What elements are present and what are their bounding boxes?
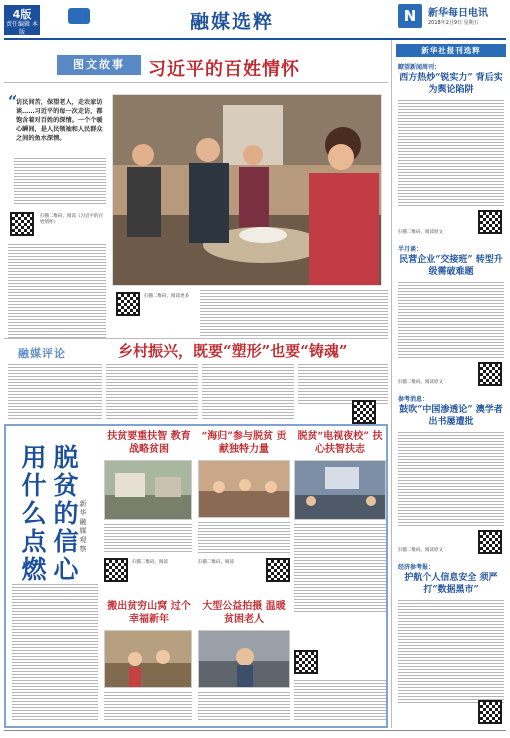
- feature-card-text: [198, 522, 290, 554]
- qr-code-icon[interactable]: [478, 362, 502, 386]
- qr-code-icon[interactable]: [266, 558, 290, 582]
- feature-card-photo: [104, 630, 192, 688]
- main-photo: [112, 94, 382, 286]
- digest-text: [398, 600, 504, 704]
- feature-card-title: “海归”参与脱贫 贡献独特力量: [201, 431, 287, 455]
- page-number-badge: [4, 5, 40, 35]
- commentary-col-3: [202, 364, 294, 420]
- commentary-tag: 融媒评论: [18, 347, 66, 360]
- feature-card-photo: [294, 460, 386, 520]
- qr-code-icon[interactable]: [352, 400, 376, 424]
- digest-qr-caption: 扫描二维码，阅读原文: [398, 380, 443, 385]
- feature-intro-text: [12, 584, 98, 720]
- feature-card-text: [104, 524, 192, 554]
- page-header: [0, 0, 510, 46]
- divider: [4, 338, 388, 339]
- qr-code-icon[interactable]: [294, 650, 318, 674]
- digest-headline: 民营企业“交接班” 转型升级需破难题: [399, 255, 503, 277]
- digest-headline: 西方热炒“锐实力” 背后实为舆论陷阱: [399, 73, 503, 95]
- digest-qr-caption: 扫描二维码，阅读原文: [398, 230, 443, 235]
- feature-card-photo: [104, 460, 192, 520]
- digest-qr-caption: 扫描二维码，阅读原文: [398, 548, 443, 553]
- feature-card-title: 搬出贫穷山窝 过个幸福新年: [107, 601, 191, 625]
- feature-card-title: 扶贫要重扶智 教育战略贫困: [107, 431, 191, 455]
- qr-code-icon[interactable]: [478, 210, 502, 234]
- qr-caption: 扫描二维码，阅读《习近平的百姓情怀》: [40, 214, 103, 225]
- qr-code-icon[interactable]: [478, 530, 502, 554]
- paper-name: 新华每日电讯: [428, 8, 488, 19]
- main-headline: 习近平的百姓情怀: [148, 59, 300, 80]
- digest-source: 瞭望新闻周刊：: [398, 64, 441, 71]
- digest-headline: 鼓吹“中国渗透论” 澳学者出书屡遭批: [399, 405, 503, 427]
- edition-label: 责任编辑 本版: [6, 21, 38, 36]
- photo-caption-text: [200, 290, 388, 338]
- feature-card-caption: 扫描二维码，阅读: [198, 560, 234, 565]
- feature-card-title: 脱贫“电视夜校” 扶心扶智扶志: [297, 431, 383, 455]
- digest-headline: 护航个人信息安全 须严打“数据黑市”: [404, 573, 498, 595]
- digest-source: 半月谈：: [398, 246, 423, 253]
- issue-date: 2018年2月9日 星期五: [428, 20, 479, 26]
- feature-card-photo: [198, 460, 290, 518]
- page-footer-rule: [4, 730, 506, 731]
- feature-card-text: [104, 692, 192, 722]
- digest-text: [398, 100, 504, 206]
- digest-source: 参考消息：: [398, 396, 429, 403]
- commentary-col-1: [8, 364, 102, 420]
- story-body-text: [8, 244, 106, 338]
- digest-banner: 新华社报刊选粹: [396, 44, 506, 57]
- feature-card-caption: 扫描二维码，阅读: [132, 560, 168, 565]
- feature-card-text: [198, 692, 290, 722]
- lead-body-text: [14, 158, 106, 204]
- divider: [4, 82, 388, 83]
- feature-card-text: [294, 680, 386, 722]
- feature-subtitle: 新华融媒观察: [79, 500, 87, 554]
- qr-code-icon[interactable]: [116, 292, 140, 316]
- commentary-col-2: [106, 364, 198, 420]
- page-number: 4版: [12, 8, 32, 21]
- feature-card-title: 大型公益拍摄 温暖贫困老人: [202, 601, 286, 625]
- lead-paragraph: 访民间苦，保望老人，走农家访谈……习近平的每一次走访，都饱含着对百姓的深情。一个个暖心瞬间，是人民领袖和人民群众之间的鱼水深情。: [16, 99, 103, 142]
- digest-source: 经济参考报：: [398, 564, 435, 571]
- qr-code-icon[interactable]: [104, 558, 128, 582]
- feature-card-text: [294, 524, 386, 612]
- section-title: 融媒选粹: [190, 11, 275, 33]
- digest-text: [398, 432, 504, 528]
- feature-title-col1: 脱贫的信心: [50, 444, 79, 584]
- column-divider: [391, 40, 392, 728]
- commentary-headline: 乡村振兴，既要“塑形”也要“铸魂”: [118, 342, 348, 360]
- feature-title-col2: 用什么点燃: [18, 444, 47, 584]
- newspaper-logo-icon: N: [398, 4, 422, 28]
- photo-story-tag: 图文故事: [57, 55, 141, 75]
- qr-code-icon[interactable]: [478, 700, 502, 724]
- digest-text: [398, 282, 504, 358]
- quote-icon: “: [8, 92, 18, 111]
- commentary-col-4: [298, 364, 388, 404]
- qr-code-icon[interactable]: [10, 212, 34, 236]
- header-rule: [4, 38, 506, 40]
- feature-card-photo: [198, 630, 290, 688]
- photo-caption: 扫描二维码，阅读更多: [144, 294, 189, 299]
- left-logo-icon: [68, 8, 90, 24]
